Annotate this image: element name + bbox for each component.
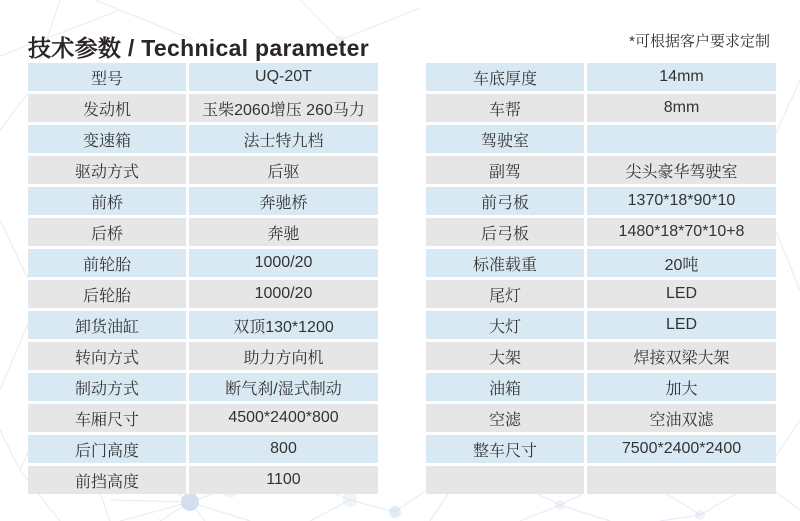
spec-label: 前弓板 — [426, 187, 584, 215]
spec-value: 7500*2400*2400 — [587, 435, 776, 463]
spec-row — [426, 311, 776, 339]
spec-row — [426, 466, 776, 494]
spec-row — [28, 249, 378, 277]
spec-value: 后驱 — [189, 156, 378, 184]
spec-row — [426, 156, 776, 184]
spec-label: 大架 — [426, 342, 584, 370]
spec-row — [28, 404, 378, 432]
spec-value: 断气刹/湿式制动 — [189, 373, 378, 401]
spec-value: 800 — [189, 435, 378, 463]
spec-label: 卸货油缸 — [28, 311, 186, 339]
spec-value: 14mm — [587, 63, 776, 91]
spec-row — [426, 373, 776, 401]
spec-row — [28, 125, 378, 153]
spec-value: 奔驰桥 — [189, 187, 378, 215]
spec-label: 空滤 — [426, 404, 584, 432]
spec-row — [426, 342, 776, 370]
spec-row — [28, 156, 378, 184]
spec-label: 大灯 — [426, 311, 584, 339]
spec-row — [426, 280, 776, 308]
spec-label: 车帮 — [426, 94, 584, 122]
spec-label: 驱动方式 — [28, 156, 186, 184]
spec-row — [28, 218, 378, 246]
spec-value — [587, 125, 776, 153]
page-title: 技术参数 / Technical parameter — [28, 35, 369, 62]
spec-row — [28, 311, 378, 339]
spec-value: 空油双滤 — [587, 404, 776, 432]
spec-value: 加大 — [587, 373, 776, 401]
spec-label: 尾灯 — [426, 280, 584, 308]
spec-row — [28, 187, 378, 215]
spec-row — [426, 249, 776, 277]
spec-label — [426, 466, 584, 494]
spec-label: 型号 — [28, 63, 186, 91]
spec-label: 后门高度 — [28, 435, 186, 463]
spec-value: 8mm — [587, 94, 776, 122]
spec-row — [426, 125, 776, 153]
spec-row — [28, 342, 378, 370]
spec-label: 前桥 — [28, 187, 186, 215]
spec-value: 4500*2400*800 — [189, 404, 378, 432]
spec-label: 转向方式 — [28, 342, 186, 370]
spec-label: 副驾 — [426, 156, 584, 184]
spec-row — [28, 280, 378, 308]
spec-value: 尖头豪华驾驶室 — [587, 156, 776, 184]
spec-label: 变速箱 — [28, 125, 186, 153]
spec-row — [426, 94, 776, 122]
spec-row — [28, 63, 378, 91]
spec-value: 1000/20 — [189, 249, 378, 277]
spec-row — [28, 435, 378, 463]
spec-row — [28, 373, 378, 401]
spec-value: LED — [587, 280, 776, 308]
spec-row — [28, 94, 378, 122]
spec-row — [426, 404, 776, 432]
spec-table-left — [28, 63, 378, 494]
spec-value: 1100 — [189, 466, 378, 494]
spec-value: 奔驰 — [189, 218, 378, 246]
spec-label: 油箱 — [426, 373, 584, 401]
spec-value: 1480*18*70*10+8 — [587, 218, 776, 246]
spec-label: 前挡高度 — [28, 466, 186, 494]
spec-label: 后轮胎 — [28, 280, 186, 308]
spec-label: 前轮胎 — [28, 249, 186, 277]
spec-label: 整车尺寸 — [426, 435, 584, 463]
spec-value: 20吨 — [587, 249, 776, 277]
spec-label: 标准载重 — [426, 249, 584, 277]
customization-note: *可根据客户要求定制 — [629, 33, 770, 50]
spec-label: 车厢尺寸 — [28, 404, 186, 432]
spec-row — [28, 466, 378, 494]
spec-value: 助力方向机 — [189, 342, 378, 370]
spec-row — [426, 187, 776, 215]
spec-value: 法士特九档 — [189, 125, 378, 153]
spec-label: 发动机 — [28, 94, 186, 122]
spec-label: 驾驶室 — [426, 125, 584, 153]
spec-value: UQ-20T — [189, 63, 378, 91]
spec-label: 车底厚度 — [426, 63, 584, 91]
spec-row — [426, 63, 776, 91]
spec-row — [426, 218, 776, 246]
spec-label: 后桥 — [28, 218, 186, 246]
spec-value: LED — [587, 311, 776, 339]
spec-label: 制动方式 — [28, 373, 186, 401]
spec-value: 1370*18*90*10 — [587, 187, 776, 215]
spec-value: 双顶130*1200 — [189, 311, 378, 339]
spec-value: 玉柴2060增压 260马力 — [189, 94, 378, 122]
spec-value: 1000/20 — [189, 280, 378, 308]
spec-row — [426, 435, 776, 463]
spec-label: 后弓板 — [426, 218, 584, 246]
spec-table-right — [426, 63, 776, 494]
spec-value: 焊接双梁大架 — [587, 342, 776, 370]
spec-value — [587, 466, 776, 494]
